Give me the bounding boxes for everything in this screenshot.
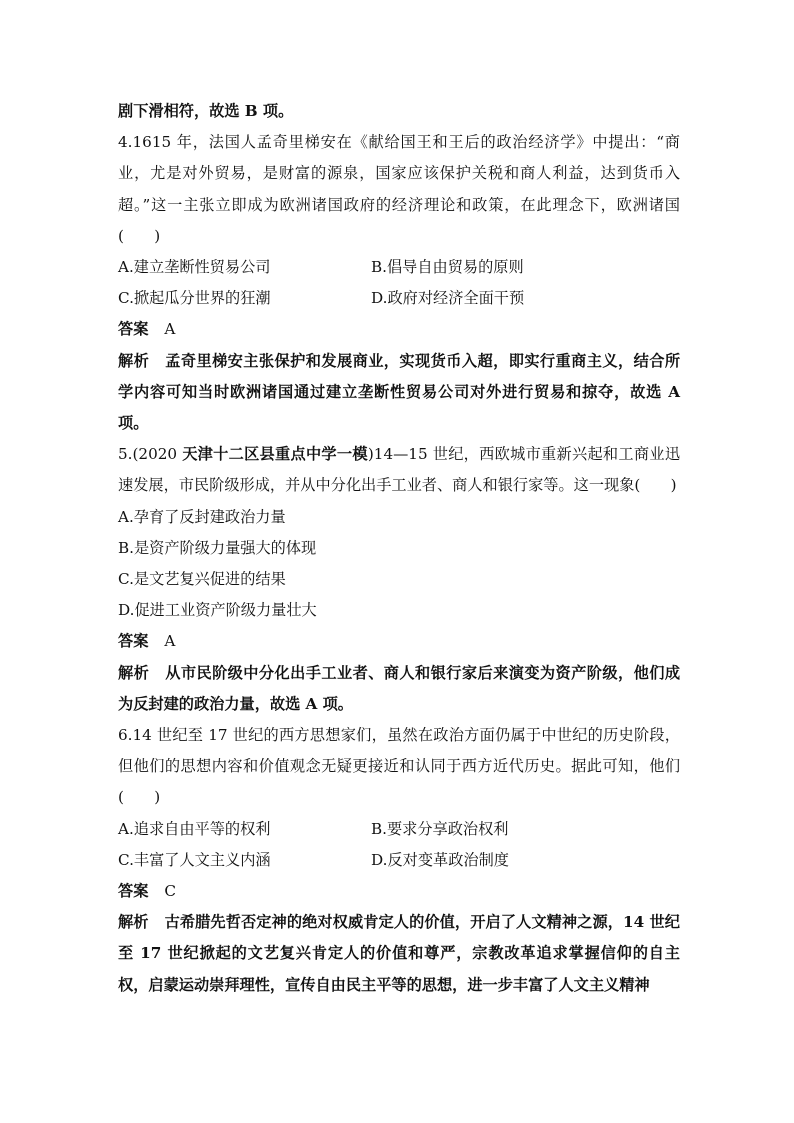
analysis-text: 古希腊先哲否定神的绝对权威肯定人的价值，开启了人文精神之源，14 世纪至 17 世纪掀起的文艺复兴肯定人的价值和尊严，宗教改革追求掌握信仰的自主权，启蒙运动崇拜理性，宣传自由民主平等的思想，进一步丰富了人文主义精神 — [118, 913, 680, 994]
question-4-options-row-1 — [118, 252, 680, 283]
question-6-answer — [118, 876, 680, 907]
option-d: D.政府对经济全面干预 — [371, 289, 525, 308]
analysis-text: 孟奇里梯安主张保护和发展商业，实现货币入超，即实行重商主义，结合所学内容可知当时欧洲诸国通过建立垄断性贸易公司对外进行贸易和掠夺，故选 A 项。 — [118, 351, 681, 432]
answer-label: 答案 — [118, 881, 149, 900]
option-d: D.反对变革政治制度 — [371, 850, 509, 869]
option-c: C.丰富了人文主义内涵 — [118, 850, 271, 869]
question-4-stem: 4.1615 年，法国人孟奇里梯安在《献给国王和王后的政治经济学》中提出：“商业，尤是对外贸易，是财富的源泉，国家应该保护关税和商人利益，达到货币入超。”这一主张立即成为欧洲诸国政府的经济理论和政策，在此理念下，欧洲诸国( ) — [118, 133, 680, 245]
answer-label: 答案 — [118, 320, 149, 339]
previous-analysis-tail: 剧下滑相符，故选 B 项。 — [118, 102, 294, 120]
option-c: C.掀起瓜分世界的狂潮 — [118, 289, 271, 308]
question-4-options-row-2 — [118, 283, 680, 314]
answer-value: A — [164, 320, 176, 339]
question-5-analysis — [118, 658, 680, 720]
answer-value: A — [164, 632, 176, 651]
option-c: C.是文艺复兴促进的结果 — [118, 569, 286, 588]
analysis-label: 解析 — [118, 913, 149, 932]
question-6-options-row-1 — [118, 814, 680, 845]
option-b: B.要求分享政治权利 — [371, 819, 509, 838]
answer-label: 答案 — [118, 632, 149, 651]
question-5-stem — [118, 439, 680, 501]
document-page — [118, 96, 680, 1001]
question-6-stem: 6.14 世纪至 17 世纪的西方思想家们，虽然在政治方面仍属于中世纪的历史阶段，但他们的思想内容和价值观念无疑更接近和认同于西方近代历史。据此可知，他们( ) — [118, 725, 680, 807]
analysis-text: 从市民阶级中分化出手工业者、商人和银行家后来演变为资产阶级，他们成为反封建的政治力量，故选 A 项。 — [118, 663, 681, 713]
question-4-analysis — [118, 346, 680, 440]
option-d: D.促进工业资产阶级力量壮大 — [118, 601, 317, 620]
question-6-analysis — [118, 907, 680, 1001]
answer-value: C — [164, 881, 176, 900]
option-b: B.倡导自由贸易的原则 — [371, 258, 524, 276]
question-6-options-row-2 — [118, 845, 680, 876]
question-4-answer — [118, 314, 680, 345]
option-a: A.追求自由平等的权利 — [118, 819, 271, 838]
stem-source: 天津十二区县重点中学一模 — [182, 445, 368, 464]
analysis-label: 解析 — [118, 663, 150, 682]
question-5-answer — [118, 626, 680, 657]
option-b: B.是资产阶级力量强大的体现 — [118, 538, 317, 557]
analysis-label: 解析 — [118, 351, 150, 370]
option-a: A.孕育了反封建政治力量 — [118, 507, 286, 526]
stem-prefix: 5.(2020 — [118, 445, 183, 464]
stem-rest: )14—15 世纪，西欧城市重新兴起和工商业迅速发展，市民阶级形成，并从中分化出手工业者、商人和银行家等。这一现象( ) — [118, 445, 681, 495]
option-a: A.建立垄断性贸易公司 — [118, 258, 271, 276]
